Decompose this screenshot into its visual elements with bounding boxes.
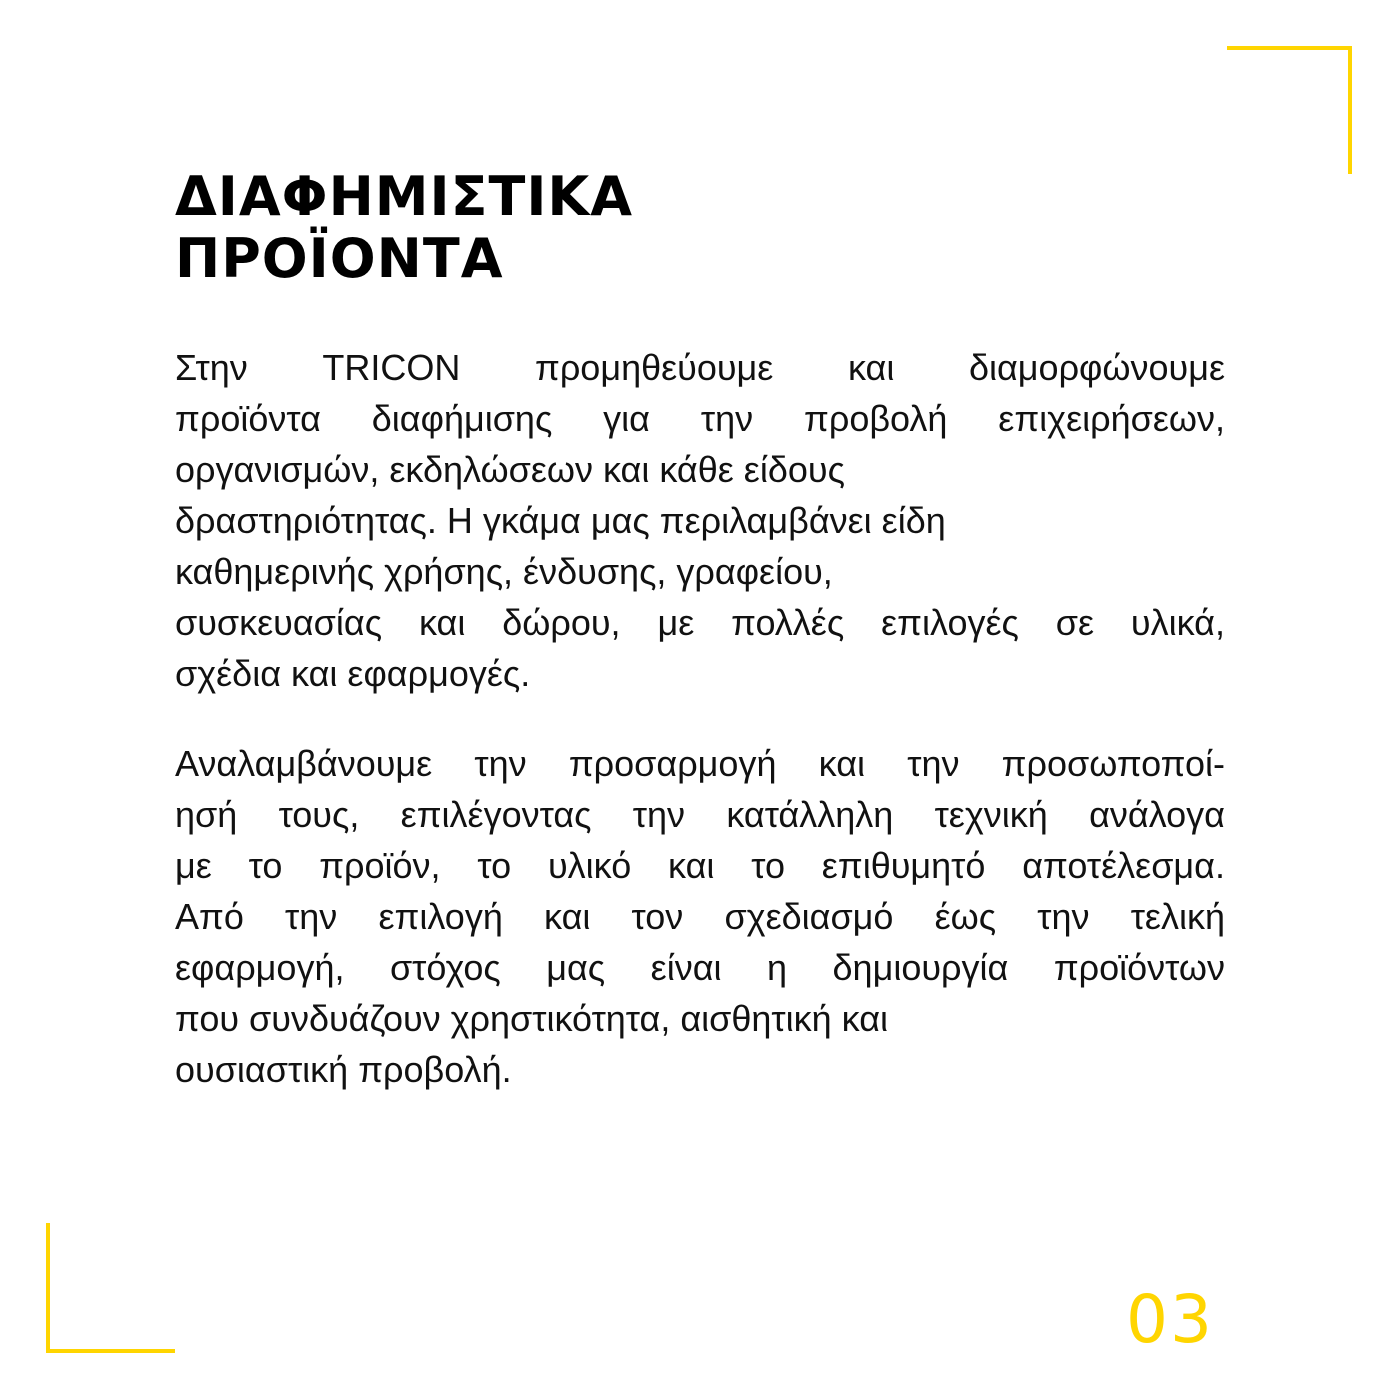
paragraph-line: ησή τους, επιλέγοντας την κατάλληλη τεχνική ανάλογα [175, 794, 1225, 835]
paragraph-line: οργανισμών, εκδηλώσεων και κάθε είδους [175, 449, 845, 490]
paragraph-line: καθημερινής χρήσης, ένδυσης, γραφείου, [175, 551, 833, 592]
paragraph-line: Αναλαμβάνουμε την προσαρμογή και την προσωποποί- [175, 743, 1225, 784]
paragraph-line: ουσιαστική προβολή. [175, 1049, 512, 1090]
services-paragraph [175, 738, 1225, 1095]
page-title-line-2: ΠΡΟΪΟΝΤΑ [175, 227, 504, 290]
page-title-line-1: ΔΙΑΦΗΜΙΣΤΙΚΑ [175, 165, 634, 228]
paragraph-line: που συνδυάζουν χρηστικότητα, αισθητική και [175, 998, 889, 1039]
page-number: 03 [1126, 1281, 1214, 1358]
paragraph-line: σχέδια και εφαρμογές. [175, 653, 531, 694]
paragraph-line: δραστηριότητας. Η γκάμα μας περιλαμβάνει είδη [175, 500, 946, 541]
page-title [175, 166, 633, 290]
paragraph-line: εφαρμογή, στόχος μας είναι η δημιουργία προϊόντων [175, 947, 1225, 988]
paragraph-line: προϊόντα διαφήμισης για την προβολή επιχειρήσεων, [175, 398, 1225, 439]
paragraph-line: Στην TRICON προμηθεύουμε και διαμορφώνουμε [175, 347, 1225, 388]
paragraph-line: με το προϊόν, το υλικό και το επιθυμητό αποτέλεσμα. [175, 845, 1225, 886]
paragraph-line: συσκευασίας και δώρου, με πολλές επιλογές σε υλικά, [175, 602, 1225, 643]
paragraph-line: Από την επιλογή και τον σχεδιασμό έως την τελική [175, 896, 1225, 937]
intro-paragraph [175, 342, 1225, 699]
corner-frame-bottom-left [46, 1223, 175, 1353]
corner-frame-top-right [1227, 46, 1352, 174]
